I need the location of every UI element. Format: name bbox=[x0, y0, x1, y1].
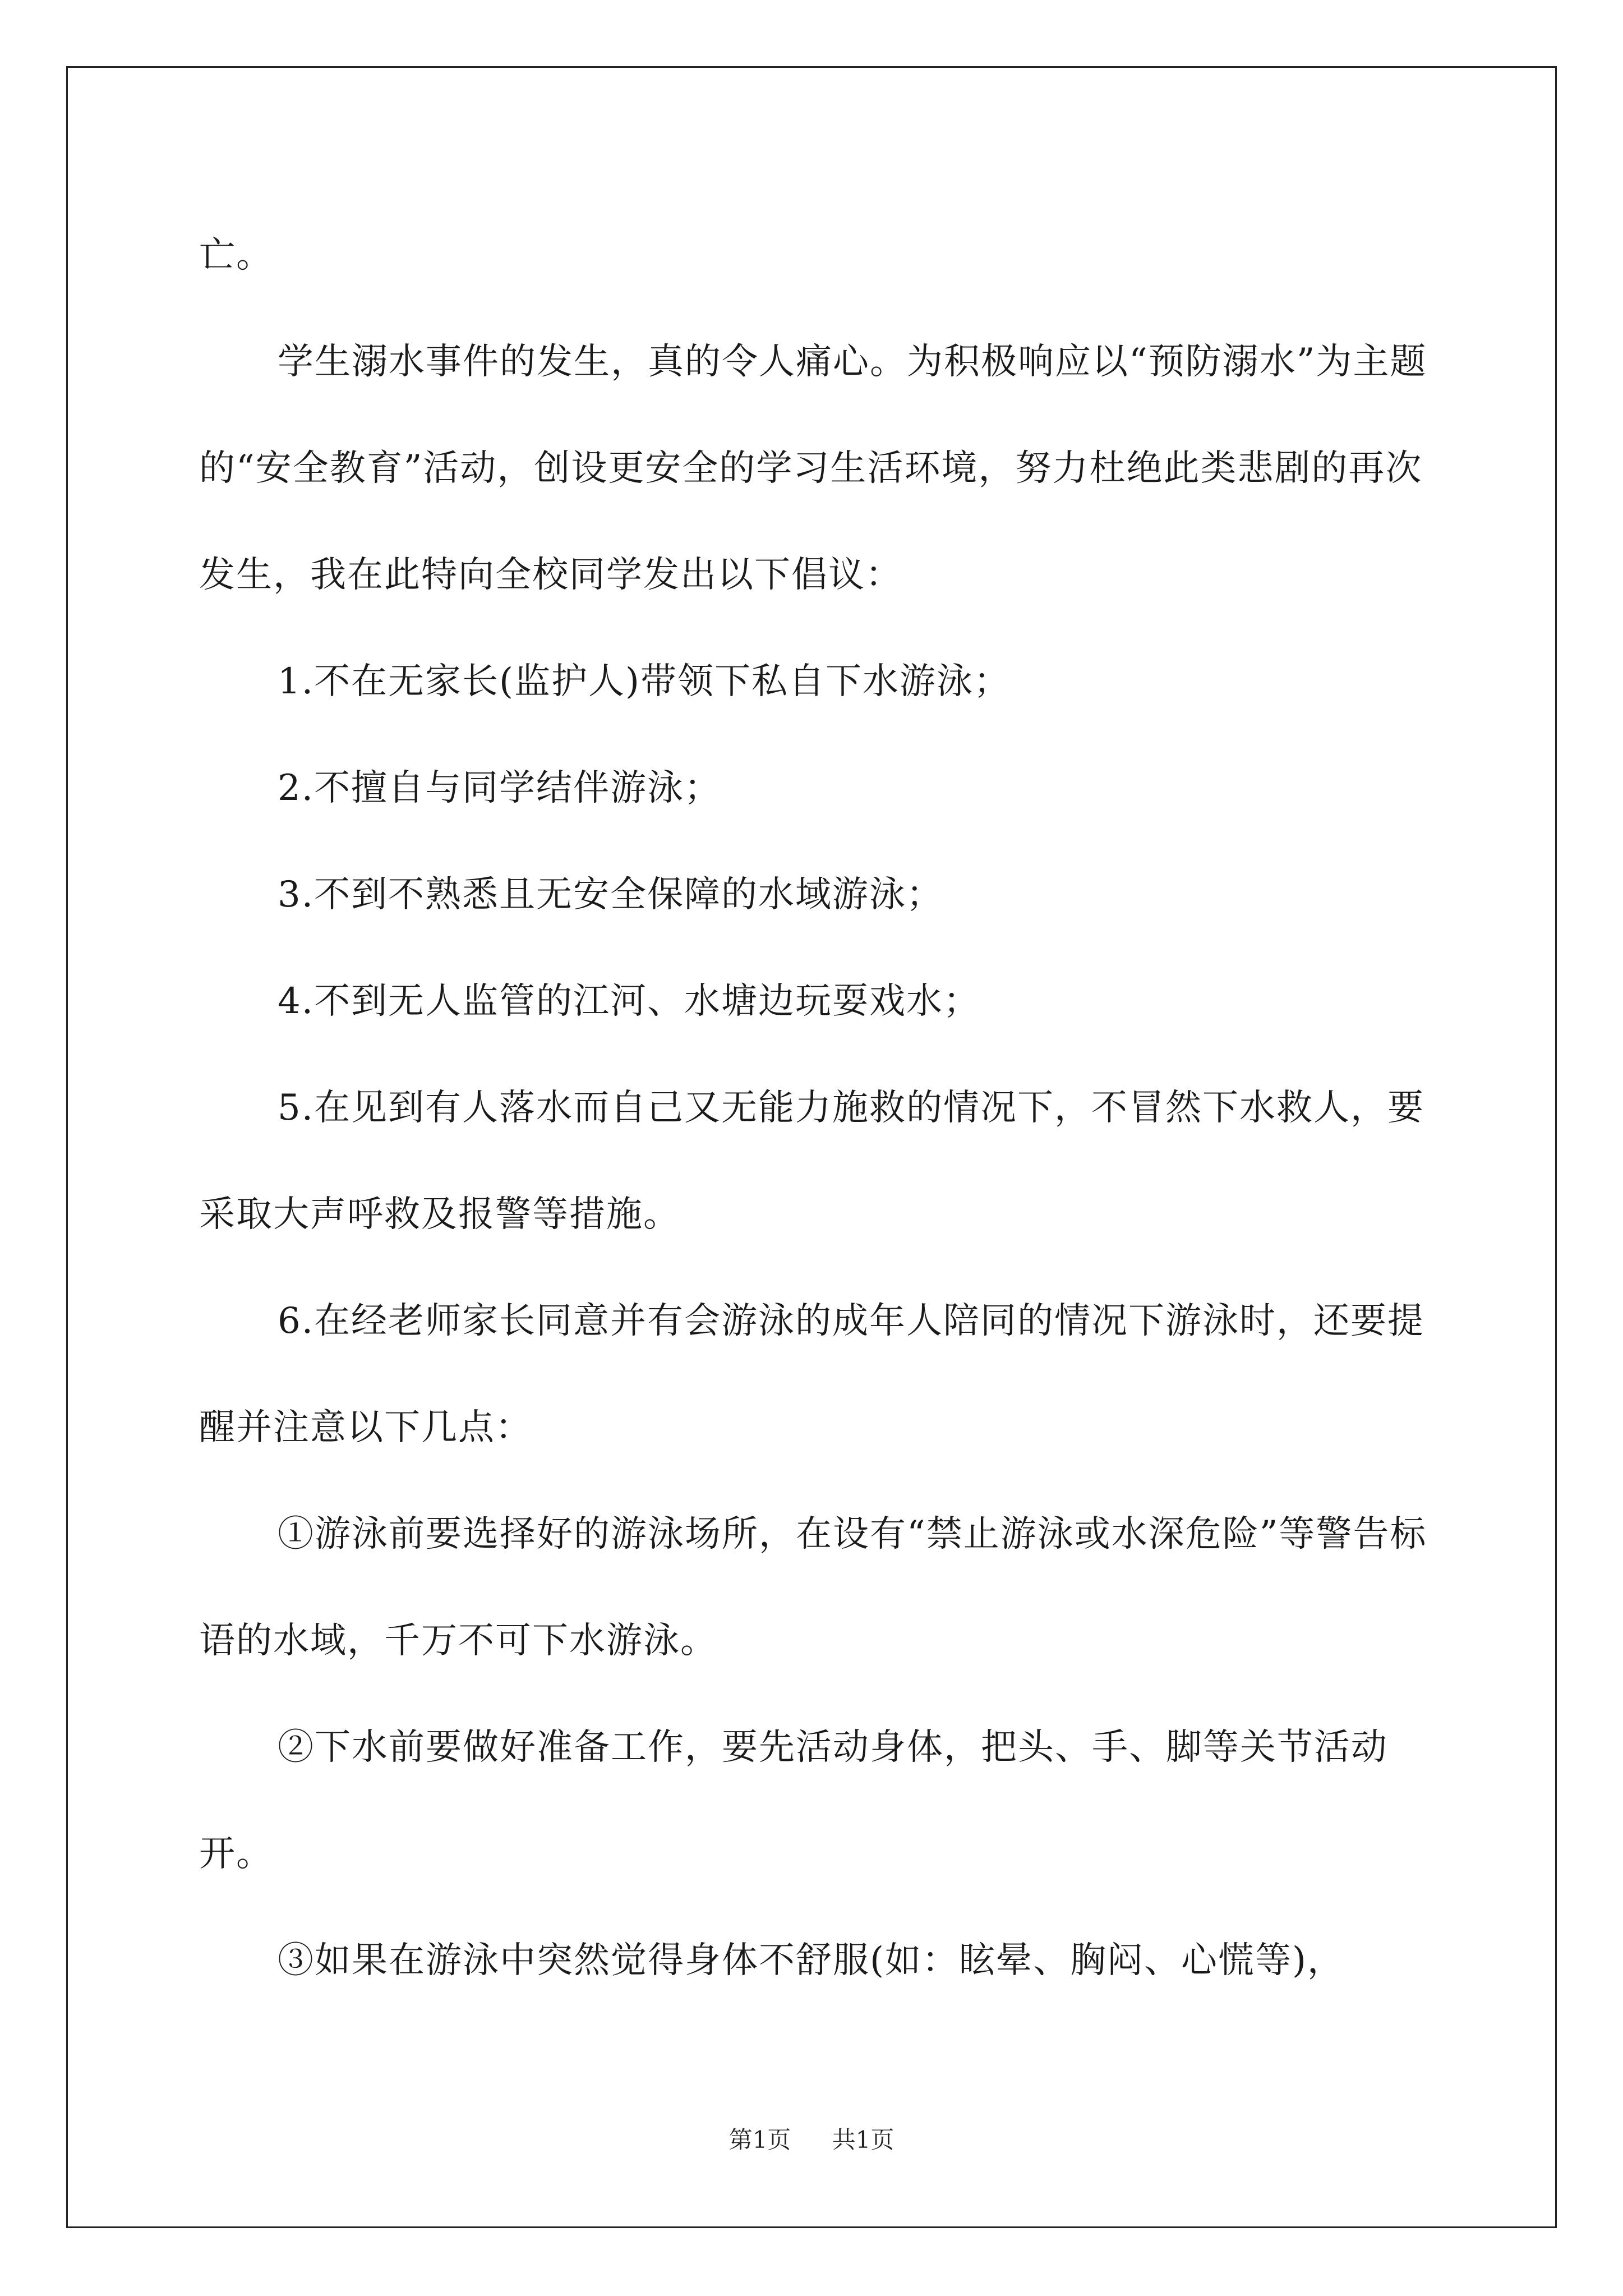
sub-item-3: ③如果在游泳中突然觉得身体不舒服(如：眩晕、胸闷、心慌等)， bbox=[278, 1940, 1344, 1981]
list-item-6: 6.在经老师家长同意并有会游泳的成年人陪同的情况下游泳时，还要提醒并注意以下几点： bbox=[199, 1300, 1425, 1448]
sub-item-2: ②下水前要做好准备工作，要先活动身体，把头、手、脚等关节活动开。 bbox=[199, 1727, 1388, 1875]
list-item-1: 1.不在无家长(监护人)带领下私自下水游泳； bbox=[278, 661, 1011, 702]
list-item-5: 5.在见到有人落水而自己又无能力施救的情况下，不冒然下水救人，要采取大声呼救及报警等措施。 bbox=[199, 1087, 1425, 1235]
document-body bbox=[199, 202, 1438, 2014]
page-total: 共1页 bbox=[832, 2126, 895, 2154]
sub-item-1: ①游泳前要选择好的游泳场所，在设有“禁止游泳或水深危险”等警告标语的水域，千万不可下水游泳。 bbox=[199, 1513, 1427, 1662]
page-footer bbox=[0, 2122, 1623, 2155]
list-item-3: 3.不到不熟悉且无安全保障的水域游泳； bbox=[278, 874, 944, 915]
page-number: 第1页 bbox=[728, 2126, 791, 2154]
list-item-2: 2.不擅自与同学结伴游泳； bbox=[278, 767, 722, 809]
paragraph-1: 亡。 bbox=[199, 234, 273, 276]
list-item-4: 4.不到无人监管的江河、水塘边玩耍戏水； bbox=[278, 981, 981, 1022]
paragraph-2: 学生溺水事件的发生，真的令人痛心。为积极响应以“预防溺水”为主题的“安全教育”活动，创设更安全的学习生活环境，努力杜绝此类悲剧的再次发生，我在此特向全校同学发出以下倡议： bbox=[199, 341, 1427, 596]
